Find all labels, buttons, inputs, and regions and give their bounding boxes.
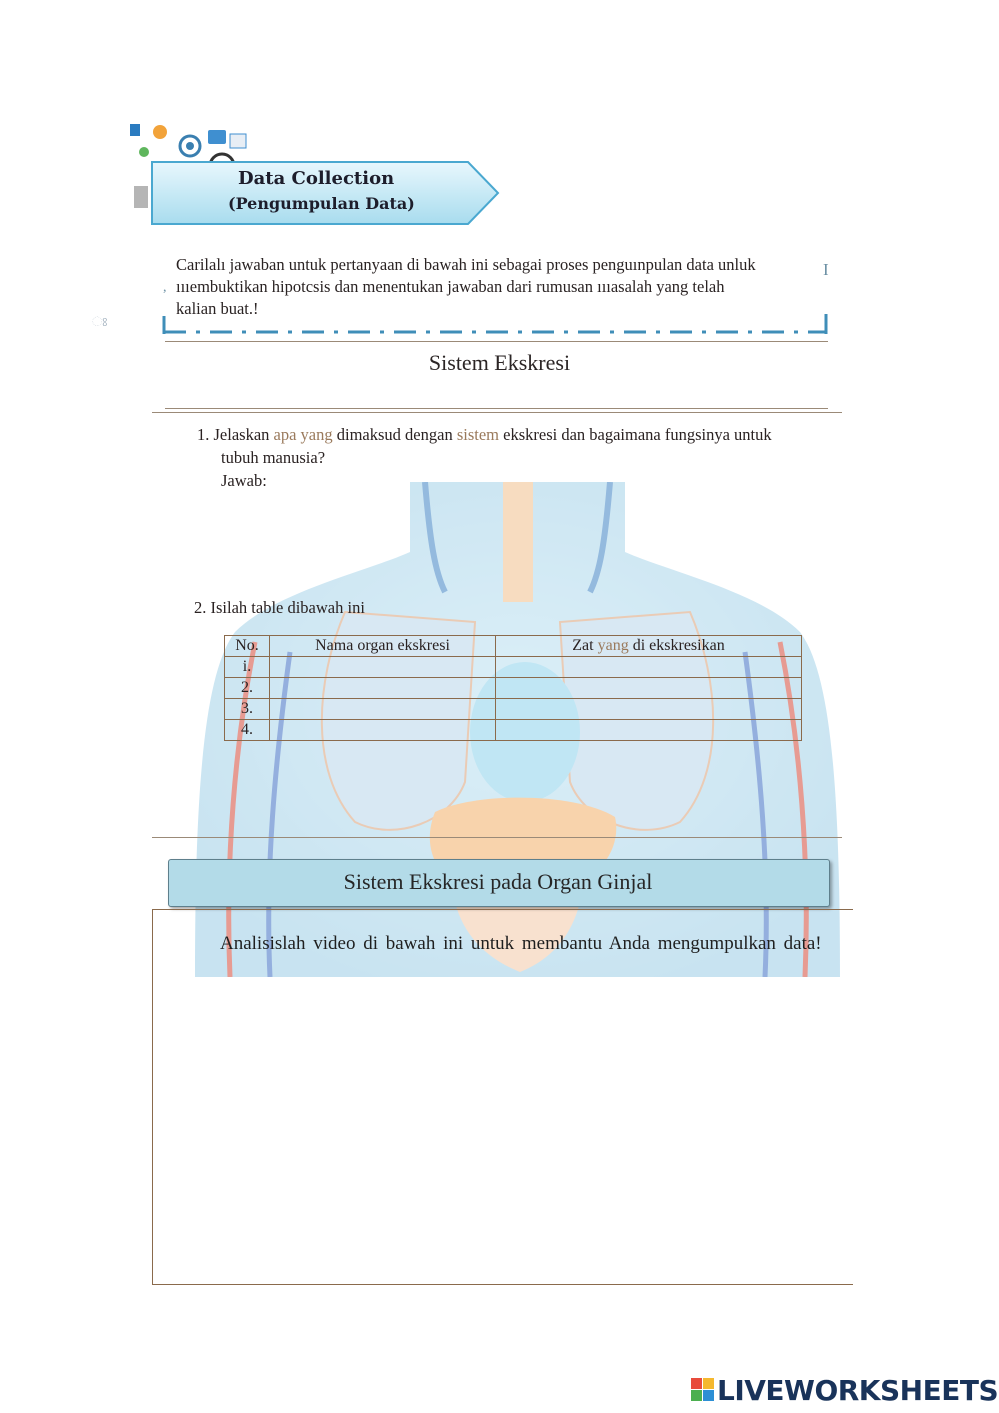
liveworksheets-logo[interactable] xyxy=(691,1374,998,1406)
row-number: i. xyxy=(225,657,270,678)
row-number: 2. xyxy=(225,678,270,699)
table-row xyxy=(225,699,802,720)
answer-label: Jawab: xyxy=(221,471,267,490)
organ-input-cell[interactable] xyxy=(270,720,496,741)
organ-input-cell[interactable] xyxy=(270,657,496,678)
organ-input-cell[interactable] xyxy=(270,678,496,699)
zat-input-cell[interactable] xyxy=(496,720,802,741)
dashed-frame xyxy=(160,310,830,338)
stray-mark: ଃ xyxy=(92,314,108,329)
banner-title: Data Collection xyxy=(238,168,395,189)
question-1 xyxy=(197,423,772,492)
divider xyxy=(152,837,842,838)
instruction-line: Carilalı jawaban untuk pertanyaan di bawah ini sebagai proses penguınpulan data unluk xyxy=(176,255,756,274)
question-2: 2. Isilah table dibawah ini xyxy=(194,598,365,617)
video-instruction: Analisislah video di bawah ini untuk membantu Anda mengumpulkan data! xyxy=(220,933,822,954)
table-row xyxy=(225,657,802,678)
question-1-continuation: tubuh manusia? xyxy=(221,448,326,467)
zat-input-cell[interactable] xyxy=(496,657,802,678)
banner-subtitle: (Pengumpulan Data) xyxy=(228,194,415,213)
row-number: 4. xyxy=(225,720,270,741)
question-1-text: 1. Jelaskan apa yang dimaksud dengan sistem ekskresi dan bagaimana fungsinya untuk xyxy=(197,425,772,444)
stray-mark: , xyxy=(163,280,167,295)
header-organ: Nama organ ekskresi xyxy=(270,636,496,657)
header-zat: Zat yang di ekskresikan xyxy=(496,636,802,657)
zat-input-cell[interactable] xyxy=(496,678,802,699)
table-header xyxy=(225,636,802,657)
divider xyxy=(165,341,828,342)
table-row xyxy=(225,678,802,699)
organ-table xyxy=(224,635,802,741)
divider xyxy=(165,408,828,409)
video-area[interactable] xyxy=(152,909,853,1285)
logo-text: LIVEWORKSHEETS xyxy=(717,1373,999,1407)
section-title: Sistem Ekskresi xyxy=(428,350,571,375)
instruction-line: ıııembuktikan hipotcsis dan menentukan jawaban dari rumusan ıııasalah yang telah xyxy=(176,277,725,296)
stray-mark: I xyxy=(823,260,829,279)
instruction-line: kalian buat.! xyxy=(176,299,259,318)
header-no: No. xyxy=(225,636,270,657)
organ-input-cell[interactable] xyxy=(270,699,496,720)
logo-grid-icon xyxy=(691,1378,715,1402)
row-number: 3. xyxy=(225,699,270,720)
zat-input-cell[interactable] xyxy=(496,699,802,720)
divider xyxy=(152,412,842,413)
table-row xyxy=(225,720,802,741)
ginjal-title: Sistem Ekskresi pada Organ Ginjal xyxy=(343,869,653,894)
